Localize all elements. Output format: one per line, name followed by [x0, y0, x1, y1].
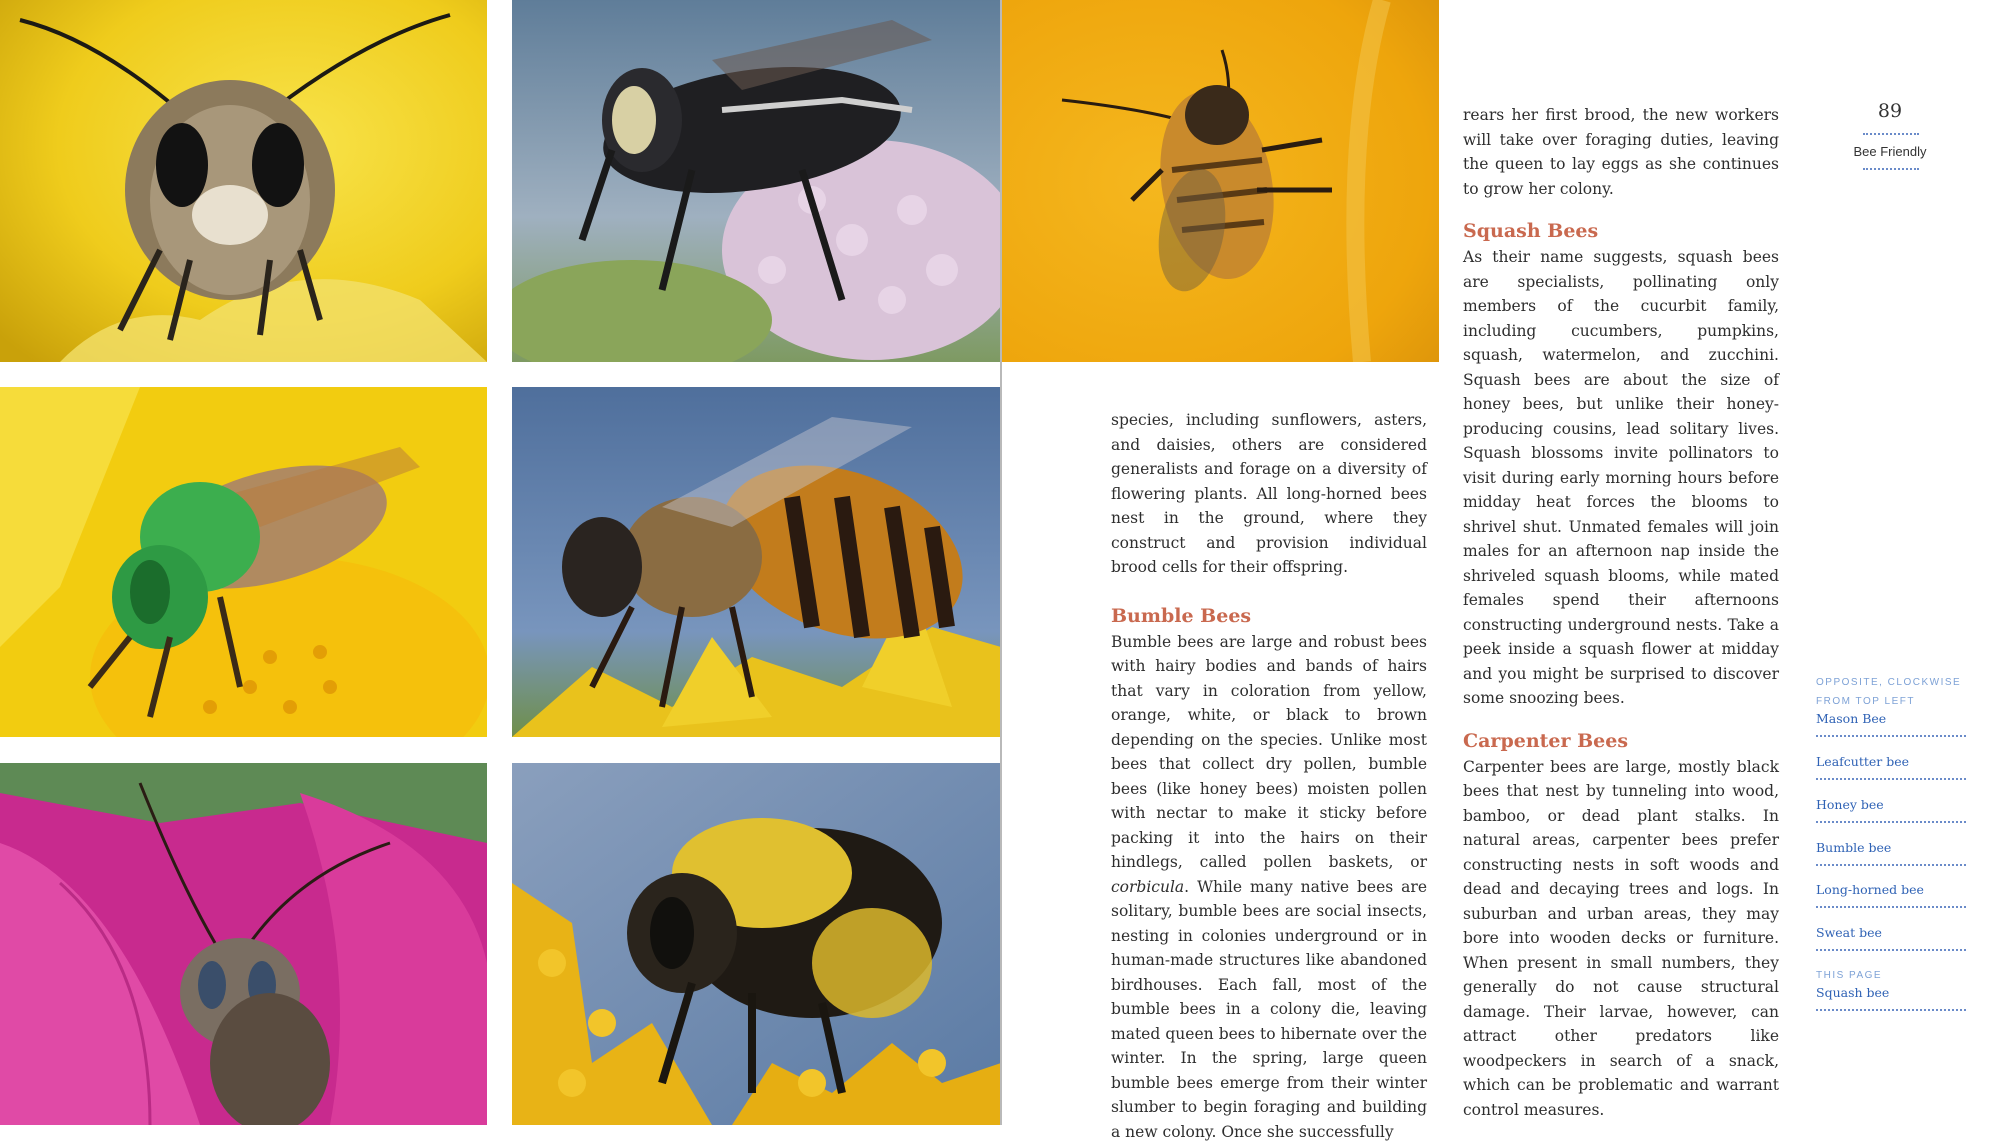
bumble-bees-text-1: Bumble bees are large and robust bees with hairy bodies and bands of hairs that vary in coloration from yellow, orange, white, or black to brown depending on the species. Unlike most bees that collect dry pollen, bumble bees (like honey bees) moisten pollen with nectar to make it sticky before packing it into the hairs on their hindlegs, called pollen baskets, or [1111, 633, 1427, 872]
photo-honey-bee [512, 387, 1001, 737]
carpenter-bees-paragraph: Carpenter bees are large, mostly black bees that nest by tunneling into wood, bamboo, or dead plant stalks. In natural areas, carpenter bees prefer constructing nests in soft woods and dead and decaying trees and logs. In suburban and urban areas, they may bore into wooden decks or furniture. When present in small numbers, they generally do not cause structural damage. Their larvae, however, can attract other predators like woodpeckers in search of a snack, which can be problematic and warrant control measures. [1463, 755, 1779, 1123]
text-column-left [1111, 408, 1427, 1144]
caption-mason-bee: Mason Bee [1816, 710, 1966, 728]
photo-mason-bee [0, 0, 487, 362]
caption-rule [1816, 735, 1966, 737]
heading-squash-bees: Squash Bees [1463, 219, 1779, 243]
squash-bees-paragraph: As their name suggests, squash bees are specialists, pollinating only members of the cucurbit family, including cucumbers, pumpkins, squash, watermelon, and zucchini. Squash bees are about the size of honey bees, but unlike their honey-producing cousins, lead solitary lives. Squash blossoms invite pollinators to visit during early morning hours before midday heat forces the blooms to shrivel shut. Unmated females will join males for an afternoon nap inside the shriveled squash blooms, while mated females spend their afternoons constructing underground nests. Take a peek inside a squash flower at midday and you might be surprised to discover some snoozing bees. [1463, 245, 1779, 711]
folio-rule-top [1863, 133, 1919, 135]
continued-paragraph: rears her first brood, the new workers will take over foraging duties, leaving the queen to lay eggs as she continues to grow her colony. [1463, 103, 1779, 201]
caption-leafcutter-bee: Leafcutter bee [1816, 753, 1966, 771]
running-title: Bee Friendly [1840, 144, 1940, 159]
caption-rule [1816, 778, 1966, 780]
caption-rule [1816, 821, 1966, 823]
caption-long-horned-bee: Long-horned bee [1816, 881, 1966, 899]
caption-honey-bee: Honey bee [1816, 796, 1966, 814]
photo-long-horned-bee [0, 763, 487, 1125]
caption-squash-bee: Squash bee [1816, 984, 1966, 1002]
photo-sweat-bee [0, 387, 487, 737]
intro-paragraph: species, including sunflowers, asters, and daisies, others are considered generalists and forage on a diversity of flowering plants. All long-horned bees nest in the ground, where they construct and provision individual brood cells for their offspring. [1111, 408, 1427, 580]
photo-leafcutter-bee [512, 0, 1001, 362]
term-corbicula: corbicula [1111, 878, 1184, 896]
bumble-bees-paragraph [1111, 630, 1427, 1144]
photo-bumble-bee [512, 763, 1001, 1125]
caption-bumble-bee: Bumble bee [1816, 839, 1966, 857]
caption-rule [1816, 1009, 1966, 1011]
caption-rule [1816, 864, 1966, 866]
caption-label-this-page: THIS PAGE [1816, 966, 1882, 985]
caption-sweat-bee: Sweat bee [1816, 924, 1966, 942]
text-column-right [1463, 103, 1779, 1122]
bumble-bees-text-2: . While many native bees are solitary, bumble bees are social insects, nesting in colonies underground or in human-made structures like abandoned birdhouses. Each fall, most of the bumble bees in a colony die, leaving mated queen bees to hibernate over the winter. In the spring, large queen bumble bees emerge from their winter slumber to begin foraging and building a new colony. Once she successfully [1111, 878, 1427, 1141]
caption-rule [1816, 949, 1966, 951]
folio-rule-bottom [1863, 168, 1919, 170]
caption-label-opposite: OPPOSITE, CLOCKWISE FROM TOP LEFT [1816, 673, 1966, 711]
page-number: 89 [1840, 100, 1940, 122]
heading-carpenter-bees: Carpenter Bees [1463, 729, 1779, 753]
photo-squash-bee [1002, 0, 1439, 362]
heading-bumble-bees: Bumble Bees [1111, 604, 1427, 628]
caption-rule [1816, 906, 1966, 908]
